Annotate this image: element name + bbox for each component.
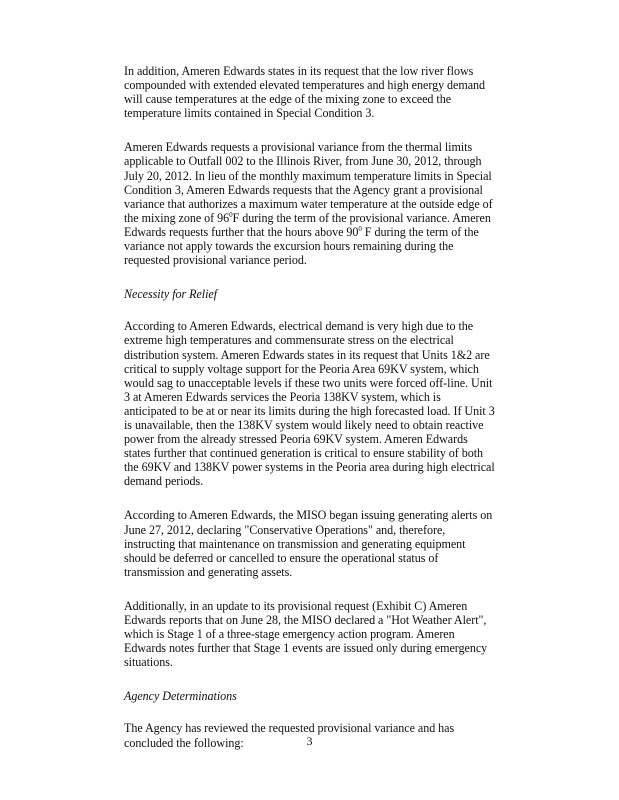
variance-text-part1: Ameren Edwards requests a provisional variance from the thermal limits applicable to Outfall 002 to the Illinois River, from June 30, 2012, through July 20, 2012. In lieu of the monthly maximum temperature limits in Special Condition 3, Ameren Edwards requests that the Agency grant a provisional variance that authorizes a maximum water temperature at the outside edge of the mixing zone of 96 bbox=[124, 140, 493, 225]
variance-text-part2: F during the term of the provisional variance. Ameren Edwards requests further that the hours above 90 bbox=[124, 210, 491, 239]
degree-superscript: 0 bbox=[358, 224, 362, 233]
paragraph-miso-alerts: According to Ameren Edwards, the MISO began issuing generating alerts on June 27, 2012, declaring "Conservative Operations" and, therefore, instructing that maintenance on transmission and generating equipment should be deferred or cancelled to ensure the operational status of transmission and generating assets. bbox=[124, 508, 493, 579]
paragraph-hot-weather-alert: Additionally, in an update to its provisional request (Exhibit C) Ameren Edwards reports that on June 28, the MISO declared a "Hot Weather Alert", which is Stage 1 of a three-stage emergency action program. Ameren Edwards notes further that Stage 1 events are issued only during emergency situations. bbox=[124, 598, 488, 670]
body-text-column bbox=[124, 64, 496, 770]
paragraph-mixing-zone: In addition, Ameren Edwards states in its request that the low river flows compounded with extended elevated temperatures and high energy demand will cause temperatures at the edge of the mixing zone to exceed the temperature limits contained in Special Condition 3. bbox=[124, 64, 486, 121]
section-heading-necessity: Necessity for Relief bbox=[124, 287, 218, 302]
paragraph-electrical-demand: According to Ameren Edwards, electrical demand is very high due to the extreme high temperatures and commensurate stress on the electrical distribution system. Ameren Edwards states in its request that Units 1&2 are critical to supply voltage support for the Peoria Area 69KV system, which would sag to unacceptable levels if these two units were forced off-line. Unit 3 at Ameren Edwards services the Peoria 138KV system, which is anticipated to be at or near its limits during the high forecasted load. If Unit 3 is unavailable, then the 138KV system would likely need to obtain reactive power from the already stressed Peoria 69KV system. Ameren Edwards states further that continued generation is critical to ensure stability of both the 69KV and 138KV power systems in the Peoria area during high electrical demand periods. bbox=[124, 319, 495, 489]
page-number: 3 bbox=[306, 734, 313, 748]
paragraph-agency-review: The Agency has reviewed the requested provisional variance and has concluded the following: bbox=[124, 721, 455, 750]
variance-text-part3: F during the term of the variance not apply towards the excursion hours remaining during the requested provisional variance period. bbox=[124, 224, 479, 268]
degree-superscript: 0 bbox=[229, 210, 233, 219]
paragraph-variance-request bbox=[124, 140, 496, 267]
section-heading-agency: Agency Determinations bbox=[124, 689, 237, 704]
